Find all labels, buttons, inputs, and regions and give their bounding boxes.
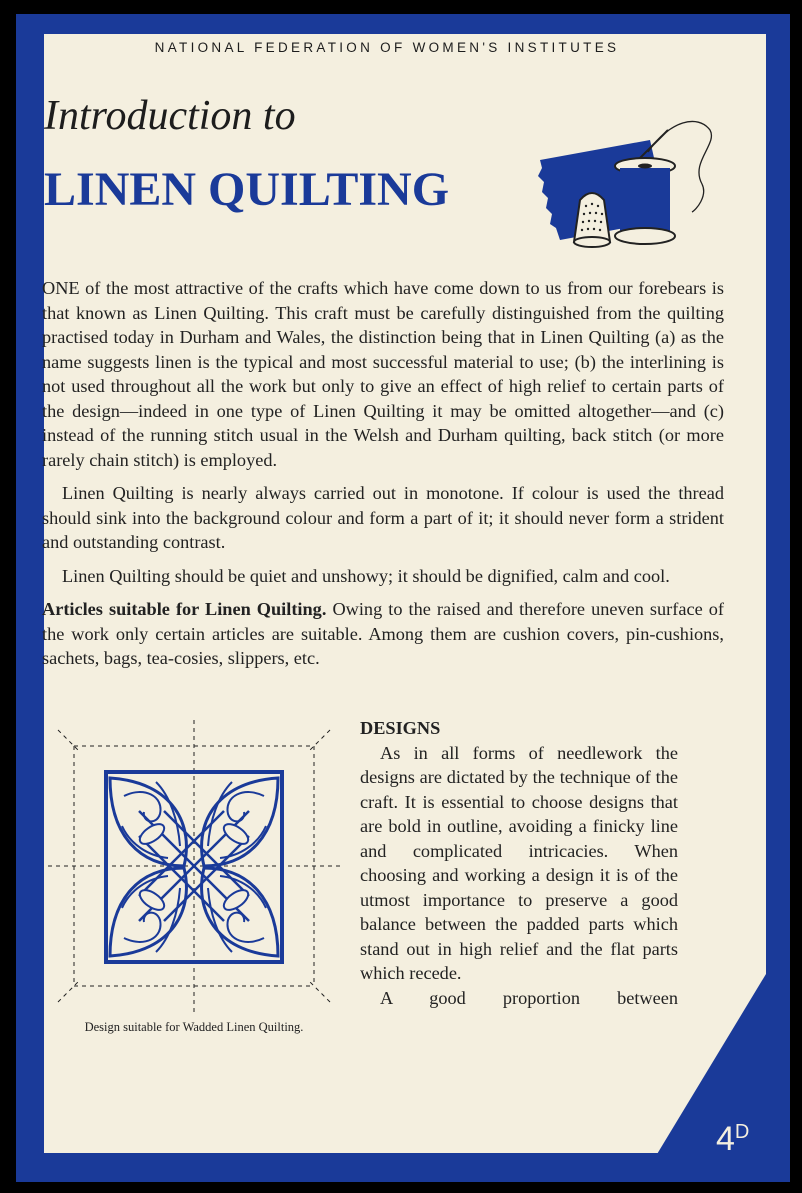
figure-caption: Design suitable for Wadded Linen Quilting. xyxy=(84,1020,304,1034)
paragraph-4 xyxy=(42,597,724,671)
designs-heading: DESIGNS xyxy=(360,718,441,738)
quilting-motif-illustration xyxy=(44,716,344,1016)
price-unit: D xyxy=(734,1121,750,1143)
paragraph-1: ONE of the most attractive of the crafts which have come down to us from our forebears is that known as Linen Quilting. This craft must be carefully distinguished from the quilting practised today in Durham and Wales, the distinction being that in Linen Quilting (a) as the name suggests linen is the typical and most successful material to use; (b) the interlining is not used throughout all the work but only to give an effect of high relief to certain parts of the design—indeed in one type of Linen Quilting it may be omitted altogether—and (c) instead of the running stitch usual in the Welsh and Durham quilting, back stitch (or more rarely chain stitch) is employed. xyxy=(42,278,724,470)
paragraph-4-heading: Articles suitable for Linen Quilting. xyxy=(42,599,327,619)
paragraph-2: Linen Quilting is nearly always carried out in monotone. If colour is used the thread should sink into the background colour and form a part of it; it should never form a strident and outstanding contrast. xyxy=(42,483,724,552)
price-value: 4 xyxy=(716,1120,735,1158)
intro-text xyxy=(42,276,724,680)
title-line-2: LINEN QUILTING xyxy=(44,163,450,216)
publisher-header: NATIONAL FEDERATION OF WOMEN'S INSTITUTES xyxy=(154,40,620,55)
designs-section xyxy=(360,716,678,1010)
designs-continuation: A good proportion between xyxy=(380,987,678,1008)
designs-paragraph: As in all forms of needlework the designs are dictated by the technique of the craft. It is essential to choose designs that are bold in outline, avoiding a finicky line and complicated intricacies. When choosing and working a design it is of the utmost importance to preserve a good balance between the padded parts which stand out in high relief and the flat parts which recede. xyxy=(360,742,678,983)
paragraph-4-body: Owing to the raised and therefore uneven surface of the work only certain articles are suitable. Among them are cushion covers, pin-cushions, sachets, bags, tea-cosies, slippers, etc. xyxy=(42,599,724,668)
paragraph-3: Linen Quilting should be quiet and unshowy; it should be dignified, calm and cool. xyxy=(62,565,670,586)
thimble-and-cotton-reel-icon xyxy=(520,100,720,260)
title-line-1: Introduction to xyxy=(44,93,296,139)
price-label xyxy=(716,1112,749,1159)
